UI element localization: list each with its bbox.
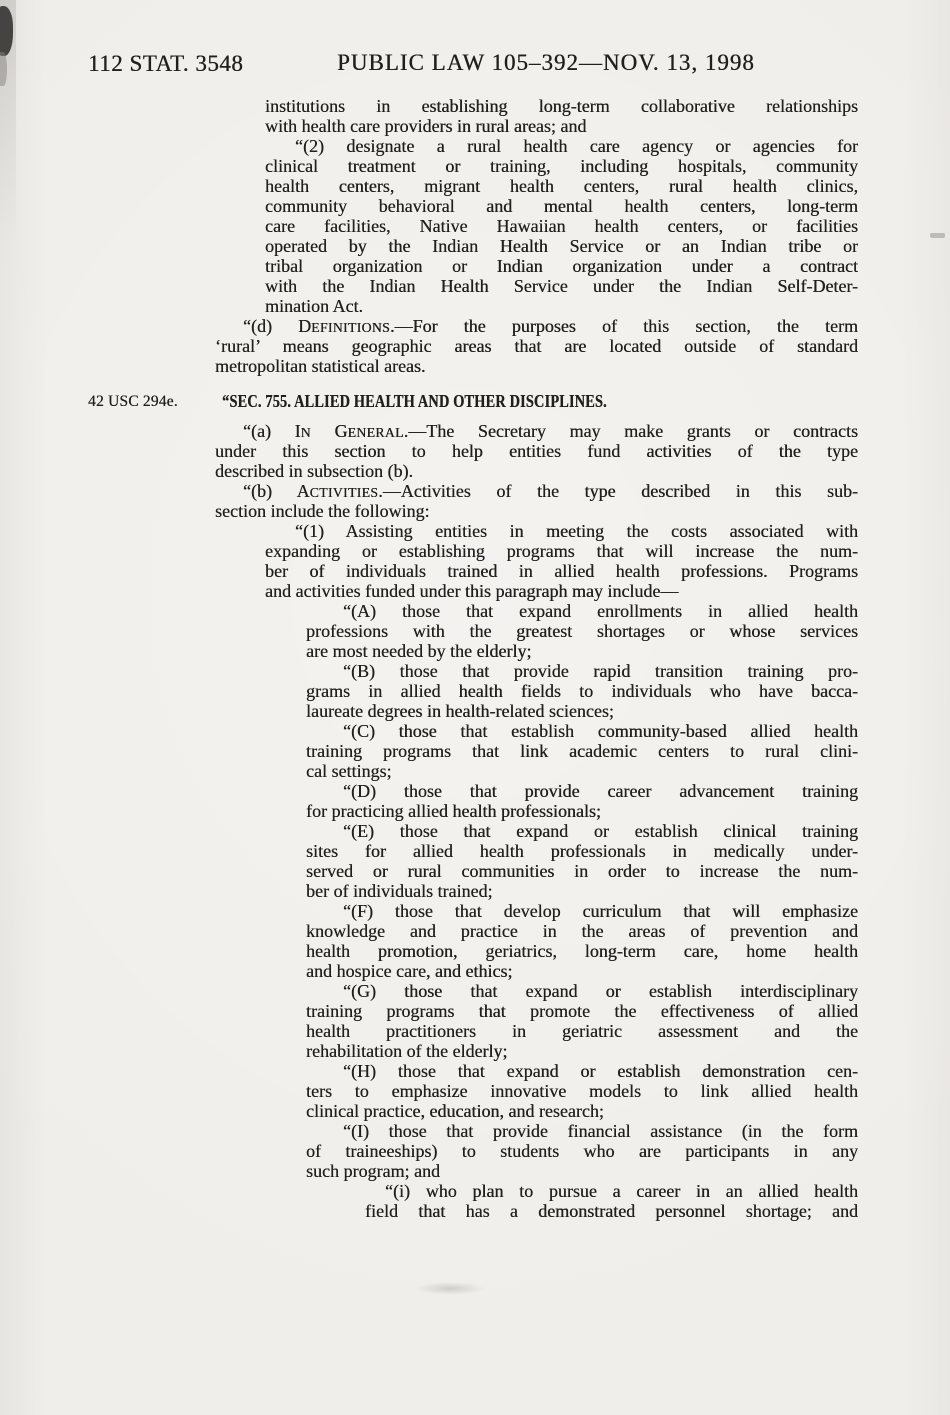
paragraph [306, 1121, 858, 1181]
text-line: “(d) DEFINITIONS.—For the purposes of this section, the term [243, 316, 858, 336]
text-line: “(A) those that expand enrollments in allied health [343, 601, 858, 621]
scan-artifact-corner [0, 6, 13, 56]
text-line: rehabilitation of the elderly; [306, 1041, 508, 1061]
small-caps-text: N [300, 425, 311, 440]
text-line: “(H) those that expand or establish demonstration cen- [343, 1061, 858, 1081]
text-line: “(G) those that expand or establish interdisciplinary [343, 981, 858, 1001]
paragraph [265, 521, 858, 601]
text-line: clinical practice, education, and research; [306, 1101, 604, 1121]
text-line: ters to emphasize innovative models to link allied health [306, 1081, 858, 1101]
text-line: metropolitan statistical areas. [215, 356, 426, 376]
text-line: for practicing allied health professionals; [306, 801, 601, 821]
paragraph [306, 981, 858, 1061]
text-line: “(I) those that provide financial assistance (in the form [343, 1121, 858, 1141]
stat-page-number: 112 STAT. 3548 [88, 51, 244, 76]
text-line: care facilities, Native Hawaiian health centers, or facilities [265, 216, 858, 236]
paragraph [265, 136, 858, 316]
section-heading: “SEC. 755. ALLIED HEALTH AND OTHER DISCIPLINES. [222, 391, 607, 411]
text-line: laureate degrees in health-related sciences; [306, 701, 614, 721]
paragraph [306, 781, 858, 821]
text-line: described in subsection (b). [215, 461, 413, 481]
text-line: tribal organization or Indian organization under a contract [265, 256, 858, 276]
text-line: such program; and [306, 1161, 440, 1181]
paragraph [215, 316, 858, 376]
usc-margin-note: 42 USC 294e. [88, 393, 178, 410]
scan-artifact-bottom-smudge [415, 1282, 485, 1295]
text-line: are most needed by the elderly; [306, 641, 532, 661]
paragraph [306, 721, 858, 781]
text-line: sites for allied health professionals in medically under- [306, 841, 858, 861]
small-caps-text: ENERAL [347, 425, 404, 440]
text-line: operated by the Indian Health Service or an Indian tribe or [265, 236, 858, 256]
text-line: “(B) those that provide rapid transition training pro- [343, 661, 858, 681]
text-line: “(C) those that establish community-based allied health [343, 721, 858, 741]
text-line: served or rural communities in order to increase the num- [306, 861, 858, 881]
text-line: clinical treatment or training, including hospitals, community [265, 156, 858, 176]
text-line: “(b) ACTIVITIES.—Activities of the type described in this sub- [243, 481, 858, 501]
paragraph [306, 1061, 858, 1121]
paragraph [215, 421, 858, 481]
small-caps-text: CTIVITIES [309, 485, 379, 500]
scan-artifact-corner-shadow [0, 52, 7, 86]
text-line: knowledge and practice in the areas of prevention and [306, 921, 858, 941]
text-line: training programs that promote the effectiveness of allied [306, 1001, 858, 1021]
paragraph [306, 821, 858, 901]
small-caps-text: EFINITIONS [311, 320, 391, 335]
text-line: ber of individuals trained; [306, 881, 493, 901]
text-line: professions with the greatest shortages or whose services [306, 621, 858, 641]
text-line: health centers, migrant health centers, rural health clinics, [265, 176, 858, 196]
text-line: cal settings; [306, 761, 392, 781]
text-line: training programs that link academic centers to rural clini- [306, 741, 858, 761]
text-line: of traineeships) to students who are participants in any [306, 1141, 858, 1161]
text-line: and activities funded under this paragraph may include— [265, 581, 679, 601]
paragraph [306, 661, 858, 721]
text-line: mination Act. [265, 296, 363, 316]
text-line: institutions in establishing long-term collaborative relationships [265, 96, 858, 116]
text-line: “(1) Assisting entities in meeting the costs associated with [295, 521, 858, 541]
paragraph [306, 601, 858, 661]
text-line: “(a) IN GENERAL.—The Secretary may make grants or contracts [243, 421, 858, 441]
text-line: ber of individuals trained in allied health professions. Programs [265, 561, 858, 581]
text-line: “(i) who plan to pursue a career in an allied health [385, 1181, 858, 1201]
text-line: health promotion, geriatrics, long-term care, home health [306, 941, 858, 961]
text-line: and hospice care, and ethics; [306, 961, 513, 981]
text-line: expanding or establishing programs that will increase the num- [265, 541, 858, 561]
paragraph [365, 1181, 858, 1221]
text-line: field that has a demonstrated personnel shortage; and [365, 1201, 858, 1221]
text-line: under this section to help entities fund activities of the type [215, 441, 858, 461]
text-line: “(D) those that provide career advancement training [343, 781, 858, 801]
law-title: PUBLIC LAW 105–392—NOV. 13, 1998 [337, 50, 755, 75]
text-line: with health care providers in rural areas; and [265, 116, 587, 136]
paragraph [306, 901, 858, 981]
text-line: “(E) those that expand or establish clinical training [343, 821, 858, 841]
text-line: “(2) designate a rural health care agency or agencies for [295, 136, 858, 156]
text-line: with the Indian Health Service under the Indian Self-Deter- [265, 276, 858, 296]
text-line: section include the following: [215, 501, 430, 521]
section-heading-row [88, 391, 858, 411]
text-line: ‘rural’ means geographic areas that are located outside of standard [215, 336, 858, 356]
text-line: grams in allied health fields to individuals who have bacca- [306, 681, 858, 701]
text-line: health practitioners in geriatric assessment and the [306, 1021, 858, 1041]
text-block [0, 96, 950, 1221]
paragraph [215, 481, 858, 521]
paragraph [265, 96, 858, 136]
text-line: community behavioral and mental health centers, long-term [265, 196, 858, 216]
text-line: “(F) those that develop curriculum that will emphasize [343, 901, 858, 921]
